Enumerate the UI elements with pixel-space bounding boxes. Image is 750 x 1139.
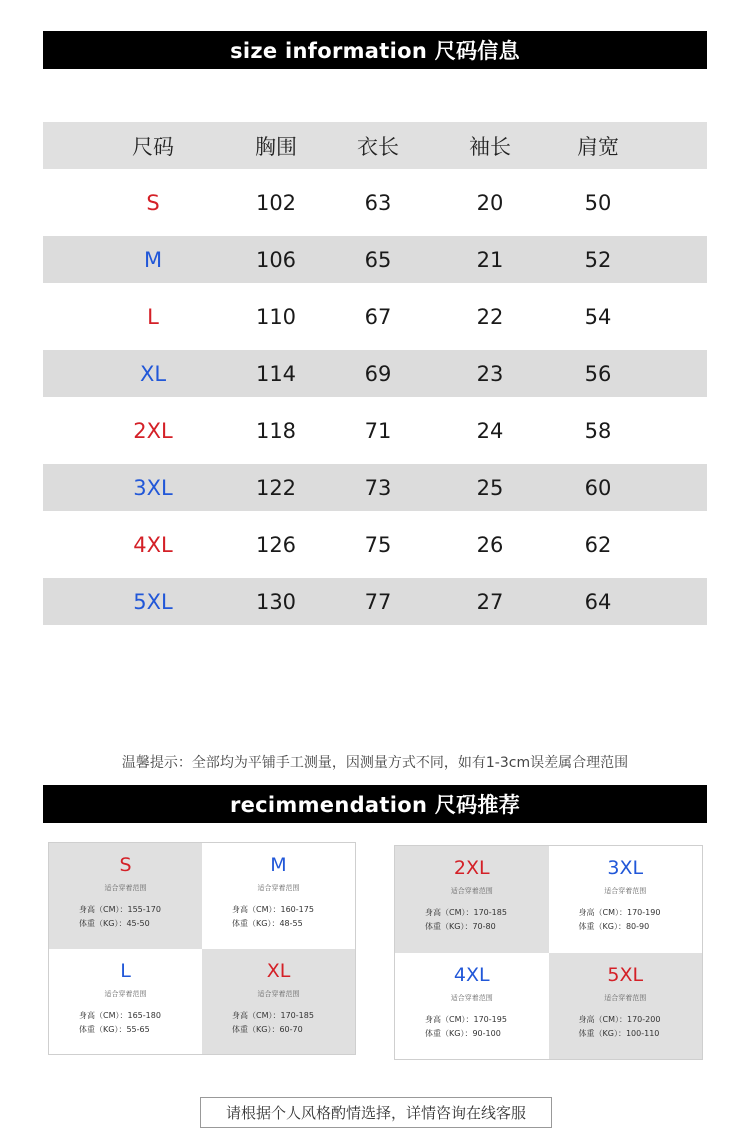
shoulder-cell: 54 <box>584 304 612 329</box>
shoulder-cell: 58 <box>584 418 612 443</box>
table-row <box>43 236 707 283</box>
shoulder-cell: 56 <box>584 361 612 386</box>
recommendation-card <box>49 843 202 949</box>
length-cell: 71 <box>364 418 392 443</box>
card-range-caption: 适合穿着范围 <box>257 989 300 998</box>
recommendation-title: recimmendation 尺码推荐 <box>43 785 707 823</box>
card-range-caption: 适合穿着范围 <box>104 884 147 892</box>
recommendation-card <box>202 843 355 949</box>
card-size-label: M <box>270 854 287 876</box>
recommendation-card <box>395 846 549 953</box>
sleeve-cell: 23 <box>476 361 504 386</box>
card-size-label: S <box>119 854 132 876</box>
table-row <box>43 464 707 511</box>
card-height-range: 身高（CM）：160-175 <box>232 905 314 914</box>
size-table <box>43 122 707 635</box>
chest-cell: 110 <box>255 304 297 329</box>
card-height-range: 身高（CM）：165-180 <box>79 1010 161 1020</box>
size-cell: XL <box>139 361 167 386</box>
size-cell: 4XL <box>133 532 173 557</box>
chest-cell: 122 <box>255 475 297 500</box>
size-cell: 2XL <box>133 418 173 443</box>
size-information-title: size information 尺码信息 <box>43 31 707 69</box>
shoulder-cell: 50 <box>584 190 612 215</box>
card-size-label: 3XL <box>607 857 644 879</box>
table-row <box>43 578 707 625</box>
chest-cell: 130 <box>255 589 297 614</box>
length-cell: 69 <box>364 361 392 386</box>
chest-cell: 118 <box>255 418 297 443</box>
card-weight-range: 体重（KG）：100-110 <box>578 1028 660 1038</box>
card-weight-range: 体重（KG）：80-90 <box>578 922 650 931</box>
card-range-caption: 适合穿着范围 <box>450 993 493 1002</box>
recommendation-group-right <box>394 845 703 1060</box>
shoulder-cell: 64 <box>584 589 612 614</box>
recommendation-card <box>49 949 202 1055</box>
sleeve-cell: 26 <box>476 532 504 557</box>
size-cell: S <box>146 190 160 215</box>
card-weight-range: 体重（KG）：90-100 <box>425 1028 501 1038</box>
size-cell: 3XL <box>133 475 173 500</box>
sleeve-cell: 24 <box>476 418 504 443</box>
footer-note: 请根据个人风格酌情选择，详情咨询在线客服 <box>200 1097 552 1128</box>
table-row <box>43 179 707 226</box>
length-cell: 65 <box>364 247 392 272</box>
header-shoulder: 肩宽 <box>577 134 619 159</box>
length-cell: 67 <box>364 304 392 329</box>
length-cell: 63 <box>364 190 392 215</box>
card-range-caption: 适合穿着范围 <box>450 887 493 895</box>
recommendation-card <box>549 953 703 1060</box>
card-weight-range: 体重（KG）：70-80 <box>425 922 496 931</box>
card-height-range: 身高（CM）：170-190 <box>578 908 661 917</box>
header-size: 尺码 <box>132 134 174 159</box>
card-range-caption: 适合穿着范围 <box>604 887 647 895</box>
chest-cell: 106 <box>255 247 297 272</box>
sleeve-cell: 27 <box>476 589 504 614</box>
sleeve-cell: 20 <box>476 190 504 215</box>
shoulder-cell: 60 <box>584 475 612 500</box>
table-header-row <box>43 122 707 169</box>
card-size-label: 4XL <box>453 963 490 986</box>
card-range-caption: 适合穿着范围 <box>257 884 300 892</box>
size-cell: M <box>143 247 163 272</box>
card-weight-range: 体重（KG）：60-70 <box>232 1024 303 1034</box>
recommendation-card <box>202 949 355 1055</box>
size-cell: 5XL <box>133 589 173 614</box>
chest-cell: 126 <box>255 532 297 557</box>
card-height-range: 身高（CM）：170-195 <box>425 1014 507 1024</box>
chest-cell: 102 <box>255 190 297 215</box>
shoulder-cell: 52 <box>584 247 612 272</box>
table-row <box>43 407 707 454</box>
header-sleeve: 袖长 <box>469 134 511 159</box>
recommendation-card <box>549 846 703 953</box>
measurement-notice: 温馨提示：全部均为平铺手工测量，因测量方式不同，如有1-3cm误差属合理范围 <box>121 755 629 771</box>
table-row <box>43 521 707 568</box>
header-chest: 胸围 <box>255 134 297 159</box>
card-weight-range: 体重（KG）：48-55 <box>232 919 303 928</box>
card-size-label: 2XL <box>453 857 490 879</box>
card-range-caption: 适合穿着范围 <box>604 993 647 1002</box>
card-weight-range: 体重（KG）：55-65 <box>79 1024 150 1034</box>
card-weight-range: 体重（KG）：45-50 <box>79 919 150 928</box>
chest-cell: 114 <box>255 361 297 386</box>
recommendation-group-left <box>48 842 356 1055</box>
size-cell: L <box>147 304 159 329</box>
shoulder-cell: 62 <box>584 532 612 557</box>
length-cell: 77 <box>364 589 392 614</box>
card-range-caption: 适合穿着范围 <box>104 989 147 998</box>
card-height-range: 身高（CM）：155-170 <box>79 905 161 914</box>
recommendation-card <box>395 953 549 1060</box>
length-cell: 73 <box>364 475 392 500</box>
card-height-range: 身高（CM）：170-185 <box>425 908 507 917</box>
sleeve-cell: 22 <box>476 304 504 329</box>
card-size-label: L <box>120 959 131 982</box>
sleeve-cell: 21 <box>476 247 504 272</box>
table-row <box>43 293 707 340</box>
header-length: 衣长 <box>357 134 399 159</box>
card-height-range: 身高（CM）：170-185 <box>232 1010 314 1020</box>
table-row <box>43 350 707 397</box>
card-size-label: 5XL <box>607 963 644 986</box>
card-height-range: 身高（CM）：170-200 <box>578 1014 661 1024</box>
sleeve-cell: 25 <box>476 475 504 500</box>
card-size-label: XL <box>266 959 291 982</box>
length-cell: 75 <box>364 532 392 557</box>
